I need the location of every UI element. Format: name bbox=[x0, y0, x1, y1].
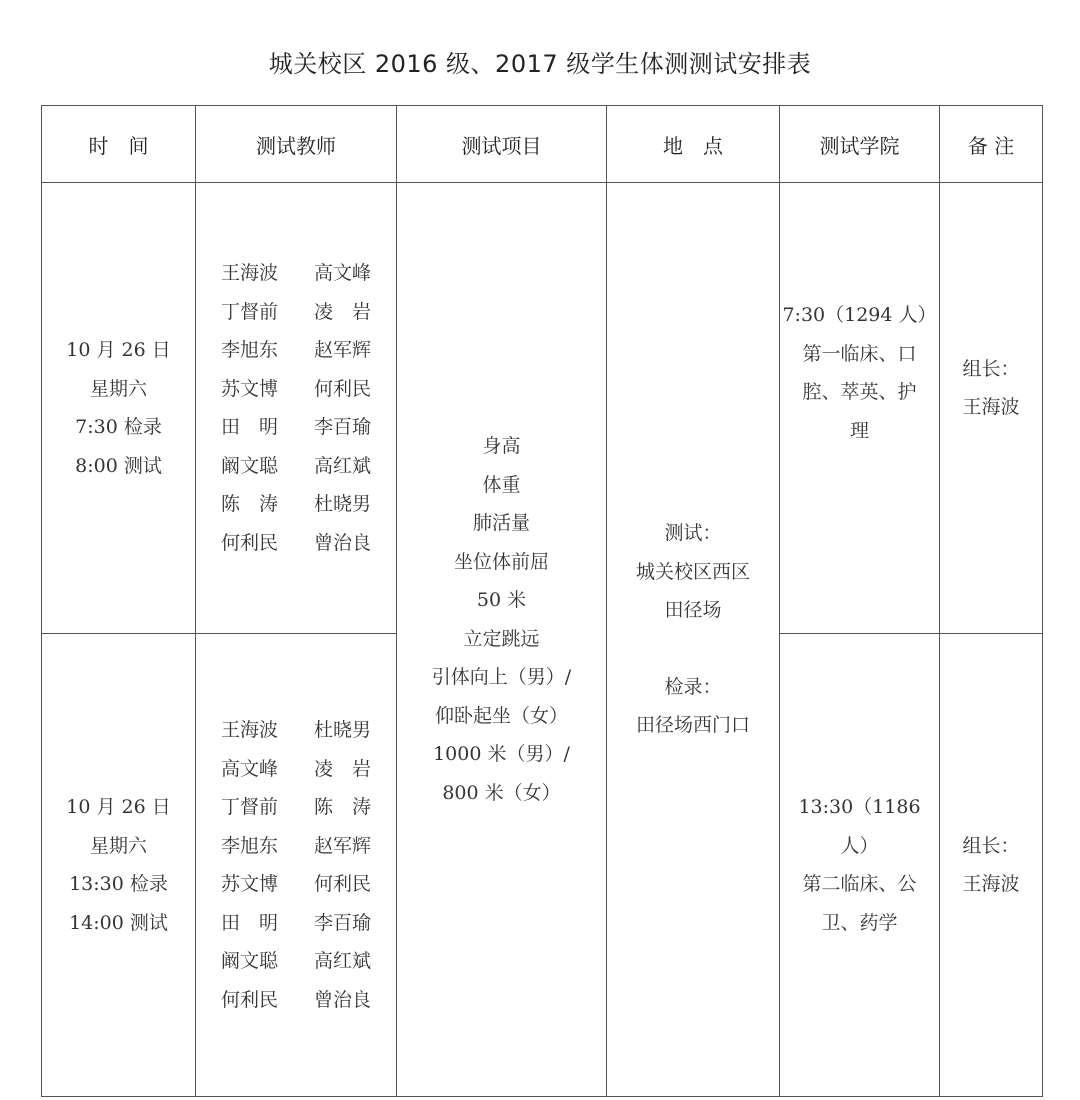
teacher-name: 田 明 bbox=[220, 416, 278, 438]
teacher-name: 杜晓男 bbox=[314, 493, 372, 515]
teacher-name: 高红斌 bbox=[314, 950, 372, 972]
test-item: 仰卧起坐（女） bbox=[434, 704, 568, 727]
teacher-name: 何利民 bbox=[220, 531, 278, 554]
location-check-place: 田径场西门口 bbox=[635, 714, 750, 737]
college-line: 7:30（1294 人） bbox=[782, 304, 937, 326]
college-line: 第二临床、公 bbox=[802, 873, 917, 895]
college-line: 卫、药学 bbox=[821, 911, 898, 934]
page-title: 城关校区 2016 级、2017 级学生体测测试安排表 bbox=[268, 50, 812, 78]
teacher-name: 何利民 bbox=[220, 988, 278, 1011]
college-line: 腔、萃英、护 bbox=[802, 381, 917, 403]
schedule-table bbox=[41, 105, 1043, 1097]
teacher-name: 高红斌 bbox=[314, 454, 372, 477]
time-line: 7:30 检录 bbox=[75, 416, 162, 438]
teacher-name: 何利民 bbox=[314, 377, 372, 400]
college-line: 人） bbox=[840, 834, 879, 857]
header-time: 时 间 bbox=[42, 106, 196, 183]
location-check-label: 检录： bbox=[664, 675, 722, 698]
location-cell bbox=[607, 183, 780, 1097]
note-cell bbox=[940, 183, 1043, 634]
teacher-name: 曾治良 bbox=[314, 531, 372, 554]
teachers-cell bbox=[196, 183, 397, 634]
test-item: 立定跳远 bbox=[463, 627, 540, 650]
teacher-name: 阚文聪 bbox=[220, 950, 278, 972]
teacher-name: 田 明 bbox=[220, 911, 278, 934]
teacher-name: 凌 岩 bbox=[314, 757, 372, 780]
teacher-name: 赵军辉 bbox=[314, 339, 372, 361]
time-line: 13:30 检录 bbox=[69, 873, 168, 895]
teachers-cell bbox=[196, 634, 397, 1097]
teacher-name: 李旭东 bbox=[220, 339, 278, 361]
header-items: 测试项目 bbox=[397, 106, 607, 183]
test-item: 800 米（女） bbox=[442, 781, 561, 804]
header-teachers: 测试教师 bbox=[196, 106, 397, 183]
header-location: 地 点 bbox=[607, 106, 780, 183]
header-note: 备 注 bbox=[940, 106, 1043, 183]
time-line: 8:00 测试 bbox=[75, 454, 162, 477]
teacher-name: 陈 涛 bbox=[220, 493, 278, 515]
time-line: 星期六 bbox=[89, 377, 147, 400]
teacher-name: 王海波 bbox=[220, 719, 278, 741]
note-line: 王海波 bbox=[962, 396, 1020, 418]
time-line: 14:00 测试 bbox=[69, 911, 168, 934]
test-item: 身高 bbox=[482, 435, 521, 457]
header-college: 测试学院 bbox=[780, 106, 940, 183]
teacher-name: 何利民 bbox=[314, 873, 372, 895]
teacher-name: 杜晓男 bbox=[314, 719, 372, 741]
teacher-name: 赵军辉 bbox=[314, 834, 372, 857]
teacher-name: 曾治良 bbox=[314, 988, 372, 1011]
college-cell bbox=[780, 634, 940, 1097]
time-cell bbox=[42, 183, 196, 634]
teacher-name: 阚文聪 bbox=[220, 454, 278, 477]
test-item: 肺活量 bbox=[472, 512, 530, 534]
teacher-name: 陈 涛 bbox=[314, 796, 372, 818]
teacher-name: 李百瑜 bbox=[314, 416, 372, 438]
note-line: 王海波 bbox=[962, 873, 1020, 895]
note-line: 组长： bbox=[962, 357, 1020, 380]
table-row bbox=[42, 183, 1043, 634]
teacher-name: 李旭东 bbox=[220, 834, 278, 857]
college-line: 第一临床、口 bbox=[802, 342, 917, 365]
test-item: 坐位体前屈 bbox=[453, 550, 549, 573]
teacher-name: 王海波 bbox=[220, 262, 278, 284]
college-cell bbox=[780, 183, 940, 634]
location-test-place: 田径场 bbox=[664, 599, 722, 622]
test-item: 50 米 bbox=[476, 589, 527, 611]
teacher-name: 凌 岩 bbox=[314, 300, 372, 323]
time-line: 10 月 26 日 bbox=[66, 796, 171, 818]
teacher-name: 高文峰 bbox=[314, 262, 372, 284]
header-row bbox=[42, 106, 1043, 183]
teacher-name: 苏文博 bbox=[220, 377, 278, 400]
time-cell bbox=[42, 634, 196, 1097]
college-line: 13:30（1186 bbox=[798, 796, 921, 818]
teacher-name: 丁督前 bbox=[220, 300, 278, 323]
location-test-place: 城关校区西区 bbox=[635, 560, 750, 583]
test-item: 体重 bbox=[482, 473, 521, 496]
test-item: 1000 米（男）/ bbox=[433, 743, 570, 765]
college-line: 理 bbox=[849, 419, 869, 442]
teacher-name: 丁督前 bbox=[220, 796, 278, 818]
note-cell bbox=[940, 634, 1043, 1097]
items-cell bbox=[397, 183, 607, 1097]
note-line: 组长： bbox=[962, 834, 1020, 857]
time-line: 星期六 bbox=[89, 834, 147, 857]
test-item: 引体向上（男）/ bbox=[431, 666, 572, 688]
location-test-label: 测试： bbox=[664, 522, 722, 545]
teacher-name: 高文峰 bbox=[220, 757, 278, 780]
teacher-name: 李百瑜 bbox=[314, 911, 372, 934]
time-line: 10 月 26 日 bbox=[66, 339, 171, 361]
teacher-name: 苏文博 bbox=[220, 873, 278, 895]
